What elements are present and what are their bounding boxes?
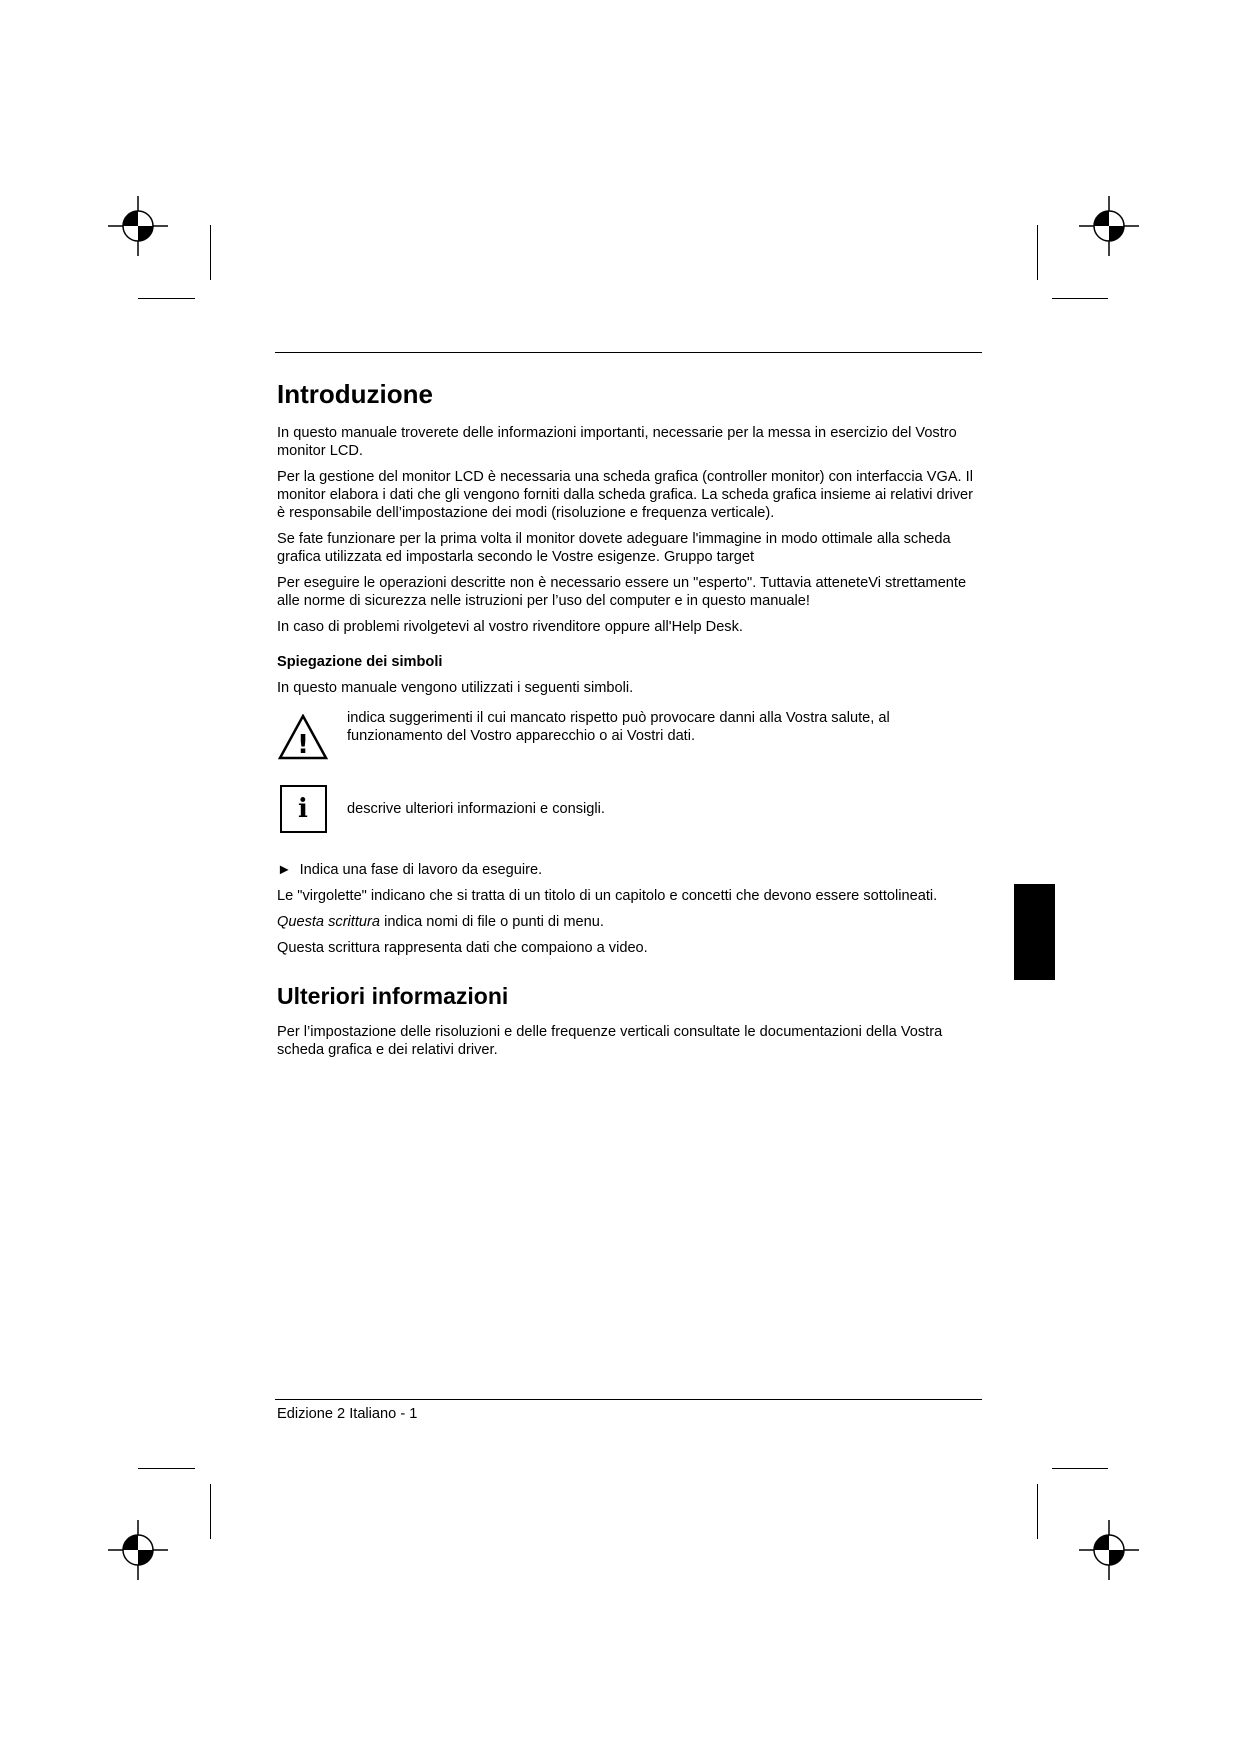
info-row <box>277 783 982 835</box>
registration-mark-icon <box>108 1520 168 1580</box>
footer-rule <box>275 1399 982 1400</box>
quotes-paragraph: Le "virgolette" indicano che si tratta di un titolo di un capitolo e concetti che devono essere sottolineati. <box>277 887 938 904</box>
step-text: Indica una fase di lavoro da eseguire. <box>299 861 543 878</box>
italic-paragraph <box>277 913 982 931</box>
crop-mark <box>1052 1468 1108 1469</box>
crop-mark <box>138 298 195 299</box>
header-rule <box>275 352 982 353</box>
warning-icon <box>277 711 329 763</box>
section-title: Ulteriori informazioni <box>277 982 509 1009</box>
info-text: descrive ulteriori informazioni e consigli. <box>347 800 605 817</box>
warning-text: indica suggerimenti il cui mancato rispetto può provocare danni alla Vostra salute, al funzionamento del Vostro apparecchio o ai Vostri dati. <box>347 709 890 744</box>
warning-mark: ! <box>297 729 309 760</box>
italic-sample: Questa scrittura <box>277 913 381 930</box>
registration-mark-icon <box>108 196 168 256</box>
registration-mark-icon <box>1079 1520 1139 1580</box>
paragraph: In questo manuale troverete delle informazioni importanti, necessarie per la messa in esercizio del Vostro monitor LCD. <box>277 424 957 459</box>
page-footer: Edizione 2 Italiano - 1 <box>277 1406 418 1422</box>
crop-mark <box>1052 298 1108 299</box>
screen-paragraph: Questa scrittura rappresenta dati che compaiono a video. <box>277 939 648 956</box>
step-arrow-icon: ► <box>277 861 292 878</box>
symbols-intro: In questo manuale vengono utilizzati i seguenti simboli. <box>277 679 634 696</box>
info-letter: i <box>280 785 327 833</box>
paragraph: Se fate funzionare per la prima volta il monitor dovete adeguare l'immagine in modo ottimale alla scheda grafica utilizzata ed impostarla secondo le Vostre esigenze. Gruppo target <box>277 530 951 565</box>
crop-mark <box>210 225 211 280</box>
symbols-heading: Spiegazione dei simboli <box>277 653 443 670</box>
paragraph: Per la gestione del monitor LCD è necessaria una scheda grafica (controller monitor) con interfaccia VGA. Il monitor elabora i dati che gli vengono forniti dalla scheda grafica. La scheda grafica insieme ai relativi driver è responsabile dell’impostazione dei modi (risoluzione e frequenza verticale). <box>277 468 974 521</box>
italic-rest: indica nomi di file o punti di menu. <box>380 913 604 930</box>
page-title: Introduzione <box>277 379 433 409</box>
crop-mark <box>1037 1484 1038 1539</box>
page-content <box>277 380 982 1067</box>
crop-mark <box>138 1468 195 1469</box>
step-line <box>277 861 982 879</box>
crop-mark <box>1037 225 1038 280</box>
section-paragraph: Per l’impostazione delle risoluzioni e delle frequenze verticali consultate le documentazioni della Vostra scheda grafica e dei relativi driver. <box>277 1024 943 1059</box>
paragraph: In caso di problemi rivolgetevi al vostro rivenditore oppure all'Help Desk. <box>277 618 743 635</box>
crop-mark <box>210 1484 211 1539</box>
language-tab-marker <box>1014 884 1055 980</box>
info-icon <box>277 783 329 835</box>
warning-row <box>277 711 982 763</box>
registration-mark-icon <box>1079 196 1139 256</box>
paragraph: Per eseguire le operazioni descritte non è necessario essere un "esperto". Tuttavia atteneteVi strettamente alle norme di sicurezza nelle istruzioni per l’uso del computer e in questo manuale! <box>277 574 967 609</box>
